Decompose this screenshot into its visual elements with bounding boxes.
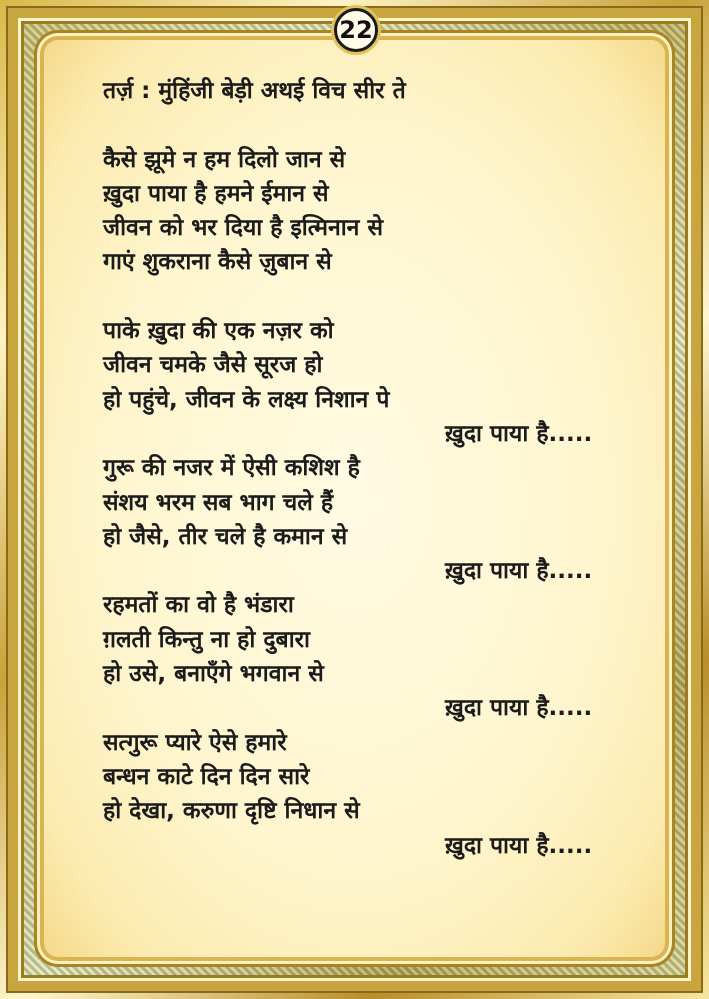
verse-line: कैसे झूमे न हम दिलो जान से xyxy=(103,146,346,173)
tarz-line: तर्ज़ : मुंहिंजी बेड़ी अथई विच सीर ते xyxy=(103,78,406,104)
verse-line: जीवन चमके जैसे सूरज हो xyxy=(103,352,323,379)
verse-line: गुरू की नजर में ऐसी कशिश है xyxy=(103,455,360,482)
verse-line: रहमतों का वो है भंडारा xyxy=(103,592,294,619)
verse-line: हो पहुंचे, जीवन के लक्ष्य निशान पे xyxy=(103,386,390,413)
verse-line: हो देखा, करुणा दृष्टि निधान से xyxy=(103,798,360,825)
verse-line: ग़लती किन्तु ना हो दुबारा xyxy=(103,626,311,653)
verse-line: हो जैसे, तीर चले है कमान से xyxy=(103,523,348,550)
verse-line: ख़ुदा पाया है हमने ईमान से xyxy=(103,180,329,207)
song-text xyxy=(103,74,623,863)
verse-line: सत्गुरू प्यारे ऐसे हमारे xyxy=(103,729,287,756)
verse-line: पाके ख़ुदा की एक नज़र को xyxy=(103,318,334,345)
refrain-line: ख़ुदा पाया है..... xyxy=(445,558,593,585)
verse-line: संशय भरम सब भाग चले हैं xyxy=(103,489,334,516)
refrain-line: ख़ुदा पाया है..... xyxy=(445,832,593,859)
verse-line: बन्धन काटे दिन दिन सारे xyxy=(103,763,310,790)
refrain-line: ख़ुदा पाया है..... xyxy=(445,695,593,722)
verse-line: गाएं शुकराना कैसे ज़ुबान से xyxy=(103,249,332,276)
verse-line: जीवन को भर दिया है इत्मिनान से xyxy=(103,215,383,242)
verse-line: हो उसे, बनाएँगे भगवान से xyxy=(103,661,324,688)
refrain-line: ख़ुदा पाया है..... xyxy=(445,420,593,447)
page-number-badge: 22 xyxy=(334,8,378,52)
